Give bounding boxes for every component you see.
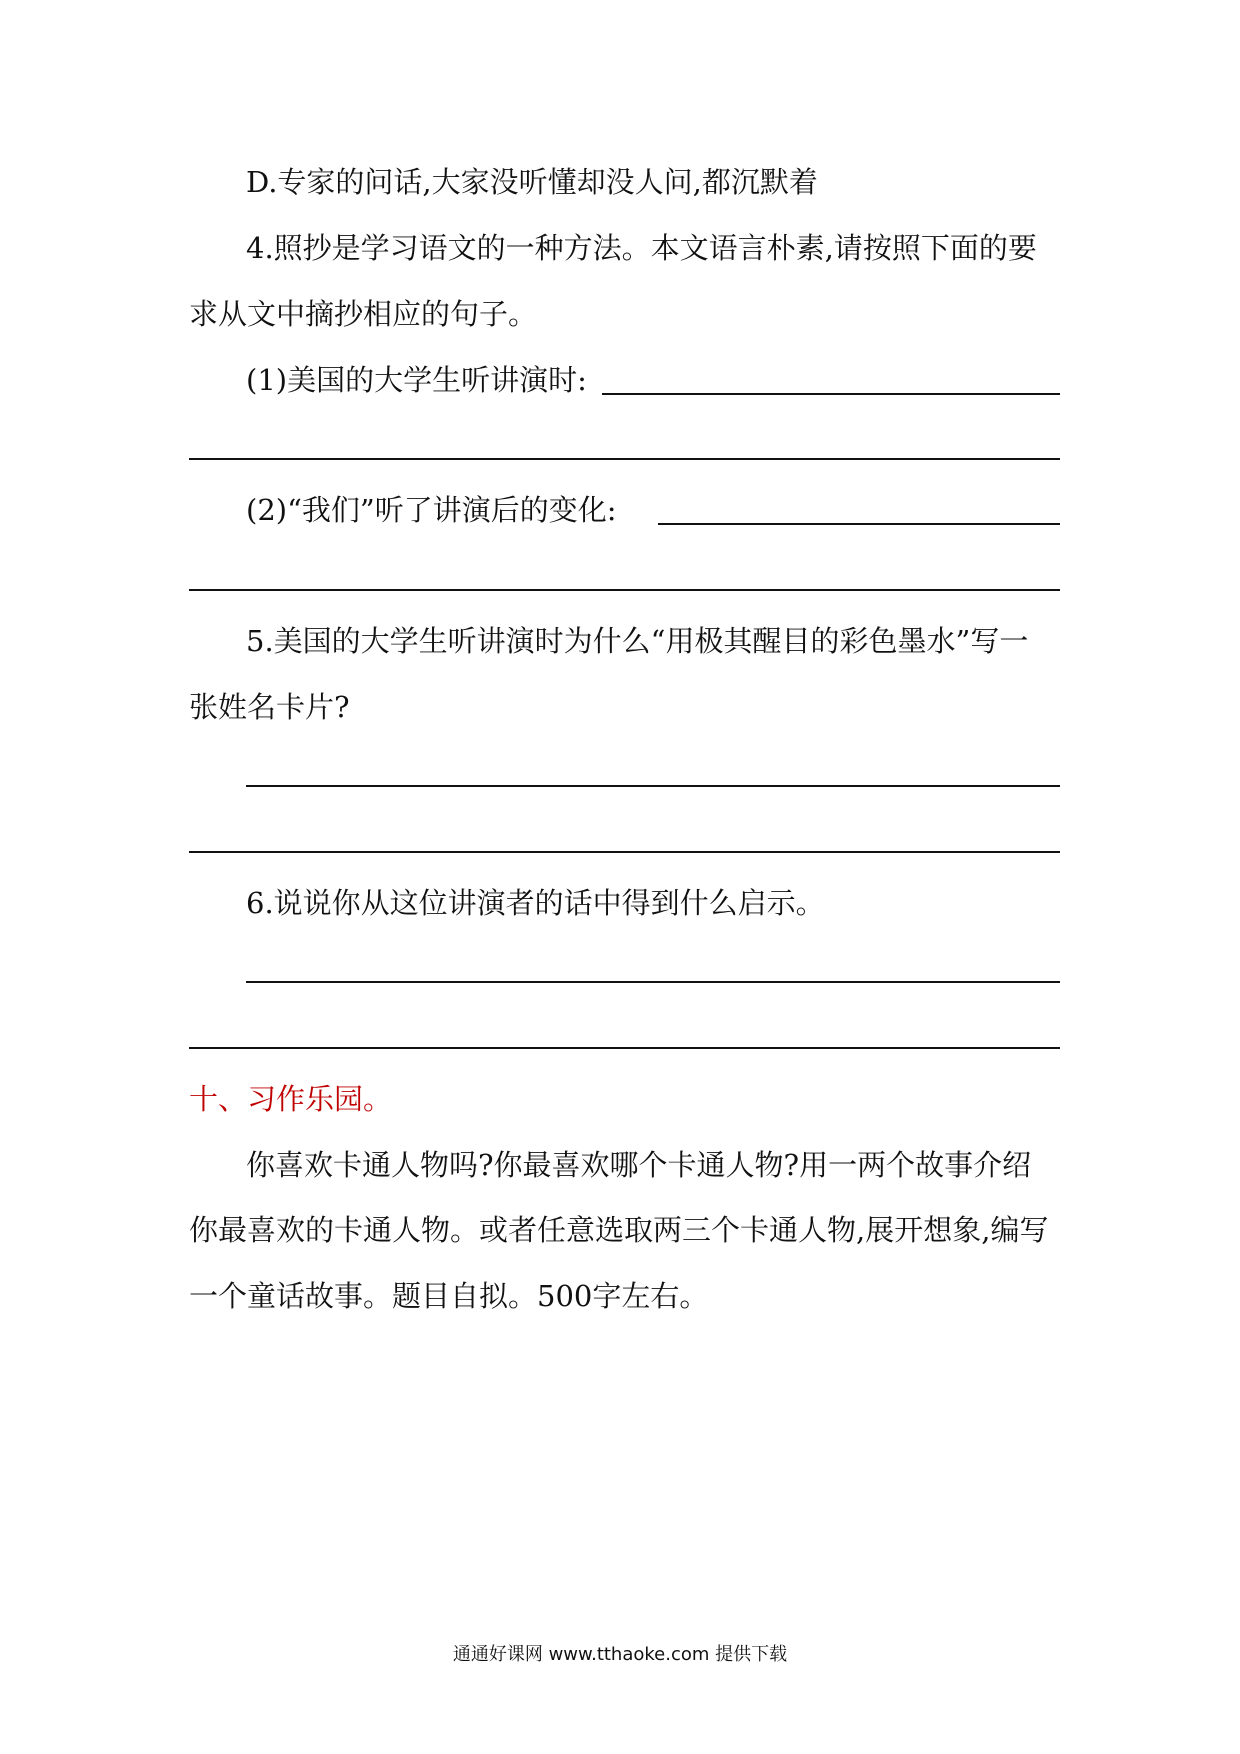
answer-line-6-b[interactable] [189, 1047, 1060, 1049]
section-ten-heading: 十、习作乐园。 [189, 1082, 393, 1116]
answer-line-4-1-a[interactable] [602, 393, 1060, 395]
answer-line-6-a[interactable] [246, 981, 1060, 983]
question-5-text-line-2: 张姓名卡片? [189, 690, 350, 724]
question-4-1-label: (1)美国的大学生听讲演时: [246, 363, 587, 397]
question-4-text-line-2: 求从文中摘抄相应的句子。 [189, 297, 538, 331]
section-ten-body-line-2: 你最喜欢的卡通人物。或者任意选取两三个卡通人物,展开想象,编写 [189, 1213, 1049, 1247]
answer-line-5-b[interactable] [189, 851, 1060, 853]
question-5-text-line-1: 5.美国的大学生听讲演时为什么“用极其醒目的彩色墨水”写一 [246, 624, 1029, 658]
answer-line-4-2-b[interactable] [189, 589, 1060, 591]
section-ten-body-line-1: 你喜欢卡通人物吗?你最喜欢哪个卡通人物?用一两个故事介绍 [246, 1148, 1032, 1182]
question-6-text: 6.说说你从这位讲演者的话中得到什么启示。 [246, 886, 825, 920]
answer-line-4-1-b[interactable] [189, 458, 1060, 460]
question-4-2-label: (2)“我们”听了讲演后的变化: [246, 493, 617, 527]
section-ten-body-line-3: 一个童话故事。题目自拟。500字左右。 [189, 1279, 709, 1313]
answer-line-5-a[interactable] [246, 785, 1060, 787]
answer-line-4-2-a[interactable] [658, 523, 1060, 525]
page-footer: 通通好课网 www.tthaoke.com 提供下载 [452, 1644, 788, 1665]
question-4-text-line-1: 4.照抄是学习语文的一种方法。本文语言朴素,请按照下面的要 [246, 231, 1037, 265]
option-d-text: D.专家的问话,大家没听懂却没人问,都沉默着 [246, 165, 818, 199]
